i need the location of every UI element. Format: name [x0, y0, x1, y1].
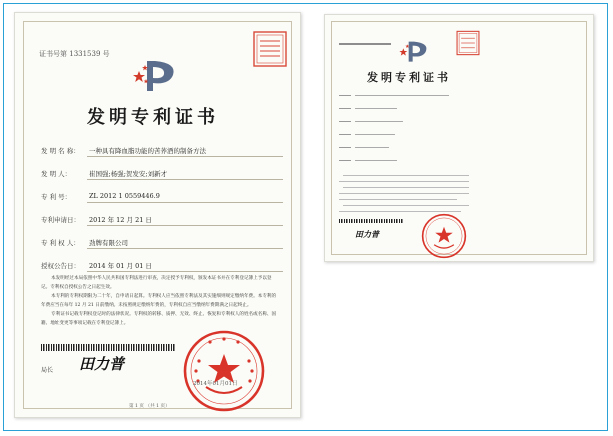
grant-date-value: 2014 年 01 月 01 日 — [89, 262, 152, 270]
invention-title-value: 一种具有降血脂功能的苦荞酒的制备方法 — [89, 147, 206, 155]
national-ip-office-seal — [182, 329, 266, 413]
issue-date: 2014年01月01日 — [193, 381, 238, 387]
field-label: 专利申请日： — [41, 216, 80, 224]
patent-number-value: ZL 2012 1 0559446.9 — [89, 192, 160, 200]
barcode — [41, 344, 175, 351]
field-underline — [87, 156, 283, 157]
field-label: 专 利 权 人： — [41, 239, 80, 247]
director-signature: 田力普 — [355, 229, 379, 239]
patent-certificate-small — [324, 14, 594, 262]
small-red-seal — [455, 29, 481, 57]
national-ip-office-seal — [421, 213, 467, 259]
small-red-seal — [251, 29, 289, 69]
certificate-title: 发明专利证书 — [87, 107, 219, 128]
certificate-paragraph: 本发明经过本局依照中华人民共和国专利法进行审查，决定授予专利权，颁发本证书并在专利登记簿上予以登记。专利权自授权公告之日起生效。 — [41, 276, 272, 290]
field-underline — [87, 225, 283, 226]
field-underline — [87, 271, 283, 272]
certificate-paragraph: 本专利的专利权期限为二十年，自申请日起算。专利权人应当依照专利法及其实施细则规定缴纳年费。本专利的年费应当在每年 12 月 21 日前缴纳。未按照规定缴纳年费的，专利权自应当缴纳年费期满之日起终止。 — [41, 294, 277, 308]
patent-certificate-large — [14, 12, 301, 418]
page-footer: 第 1 页 （共 1 页） — [129, 404, 170, 409]
patentee-value: 劲牌有限公司 — [89, 239, 128, 247]
field-underline — [87, 202, 283, 203]
patent-office-logo — [399, 39, 433, 63]
certificate-number: 证书号第 1331539 号 — [39, 50, 110, 58]
field-label: 发 明 人： — [41, 170, 72, 178]
field-label: 专 利 号： — [41, 193, 72, 201]
patent-office-logo — [133, 57, 183, 93]
certificate-paragraph: 专利证书记载专利权登记时的法律状况。专利权的转移、质押、无效、终止、恢复和专利权人的姓名或名称、国籍、地址变更等事项记载在专利登记簿上。 — [41, 312, 277, 326]
certificate-number-illegible — [339, 43, 391, 45]
inventors-value: 崔国强;杨强;贺发安;刘新才 — [89, 170, 168, 178]
filing-date-value: 2012 年 12 月 21 日 — [89, 216, 152, 224]
certificate-title: 发明专利证书 — [367, 71, 451, 84]
signature-label: 局长 — [41, 367, 54, 374]
field-label: 发 明 名 称： — [41, 147, 80, 155]
field-underline — [87, 248, 283, 249]
field-label: 授权公告日： — [41, 262, 80, 270]
barcode — [339, 219, 403, 223]
field-underline — [87, 179, 283, 180]
director-signature: 田力普 — [79, 355, 125, 373]
